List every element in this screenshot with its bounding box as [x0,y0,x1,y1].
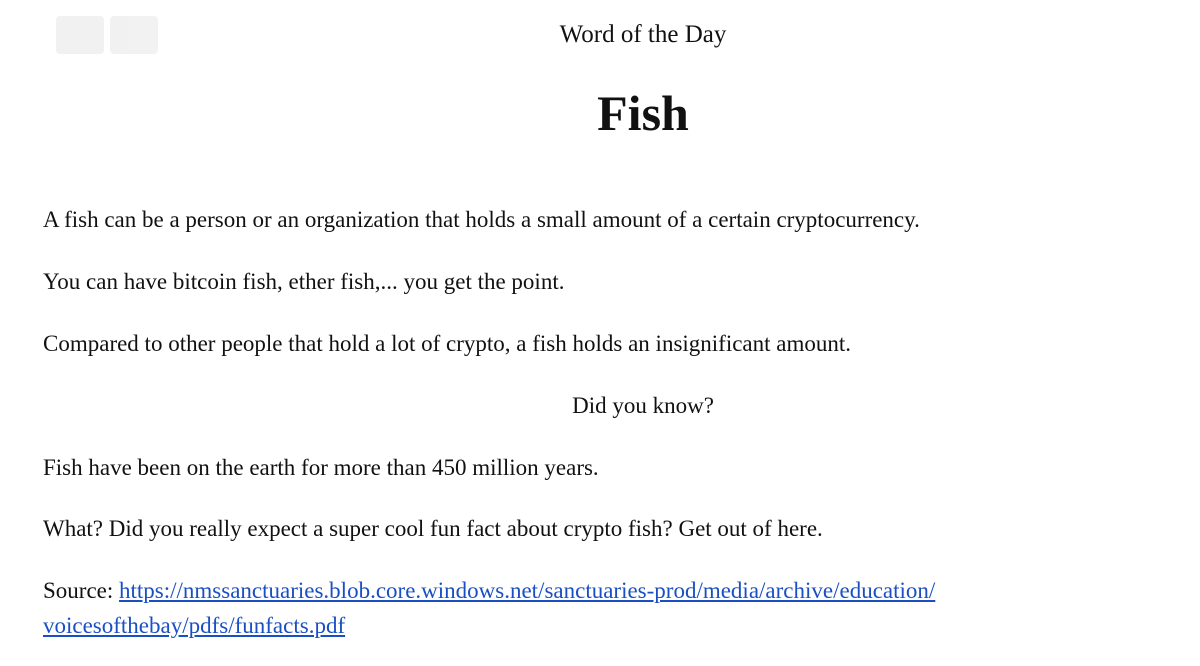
fact-paragraph-1: Fish have been on the earth for more than 450 million years. [43,455,599,480]
source-link[interactable] [43,578,935,638]
fact-paragraph-2: What? Did you really expect a super cool fun fact about crypto fish? Get out of here. [43,516,823,541]
definition-paragraph-2: You can have bitcoin fish, ether fish,... you get the point. [43,269,565,294]
definition-paragraph-1: A fish can be a person or an organization that holds a small amount of a certain cryptocurrency. [43,207,920,232]
did-you-know-heading: Did you know? [572,393,714,418]
page-title: Fish [597,85,689,141]
kicker-label: Word of the Day [559,21,727,48]
source-citation [43,573,1043,643]
source-link-line-2[interactable]: voicesofthebay/pdfs/funfacts.pdf [43,613,346,638]
source-link-line-1[interactable]: https://nmssanctuaries.blob.core.windows.net/sanctuaries-prod/media/archive/education/ [119,578,936,603]
source-label: Source: [43,578,114,603]
definition-paragraph-3: Compared to other people that hold a lot of crypto, a fish holds an insignificant amount. [43,331,852,356]
